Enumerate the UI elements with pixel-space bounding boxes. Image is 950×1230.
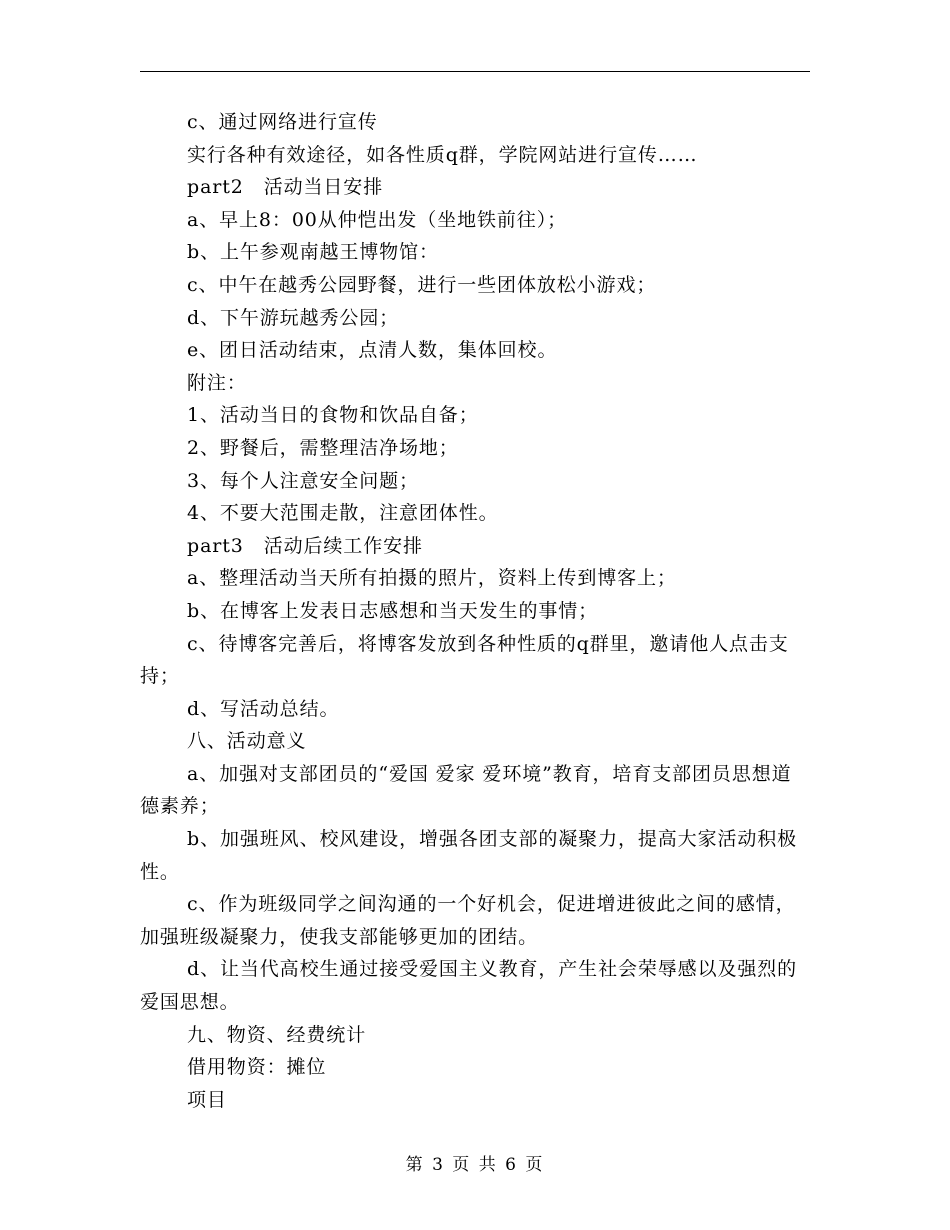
paragraph: d、下午游玩越秀公园； [187,306,400,329]
section-heading-nine: 九、物资、经费统计 [187,1023,367,1046]
body-text [140,106,810,1116]
paragraph: c、待博客完善后，将博客发放到各种性质的q群里，邀请他人点击支持； [140,632,789,688]
note-item: 1、活动当日的食物和饮品自备； [187,404,479,427]
note-heading: 附注： [187,371,247,394]
section-heading-part3: part3 活动后续工作安排 [187,534,423,557]
paragraph: c、通过网络进行宣传 [187,111,378,133]
paragraph: c、中午在越秀公园野餐，进行一些团体放松小游戏； [187,273,657,296]
section-heading-eight: 八、活动意义 [187,730,307,753]
page-number-footer: 第 3 页 共 6 页 [405,1155,545,1175]
note-item: 3、每个人注意安全问题； [187,469,419,492]
paragraph: b、在博客上发表日志感想和当天发生的事情； [187,599,599,622]
paragraph: d、写活动总结。 [187,697,340,720]
paragraph: b、加强班风、校风建设，增强各团支部的凝聚力，提高大家活动积极性。 [140,828,798,883]
paragraph: e、团日活动结束，点清人数，集体回校。 [187,339,558,362]
note-item: 2、野餐后，需整理洁净场地； [187,436,459,459]
section-heading-part2: part2 活动当日安排 [187,176,384,199]
header-rule [140,71,810,72]
paragraph: a、早上8：00从仲恺出发（坐地铁前往）； [187,208,567,231]
paragraph: b、上午参观南越王博物馆： [187,241,439,264]
paragraph: a、加强对支部团员的“爱国 爱家 爱环境”教育，培育支部团员思想道德素养； [140,762,792,818]
paragraph: d、让当代高校生通过接受爱国主义教育，产生社会荣辱感以及强烈的爱国思想。 [140,958,798,1014]
note-item: 4、不要大范围走散，注意团体性。 [187,502,499,525]
paragraph: 项目 [187,1088,227,1111]
paragraph: c、作为班级同学之间沟通的一个好机会，促进增进彼此之间的感情，加强班级凝聚力，使我支部能够更加的团结。 [140,893,796,948]
paragraph: 借用物资：摊位 [187,1056,327,1079]
paragraph: 实行各种有效途径，如各性质q群，学院网站进行宣传…… [187,143,698,166]
paragraph: a、整理活动当天所有拍摄的照片，资料上传到博客上； [187,567,677,590]
